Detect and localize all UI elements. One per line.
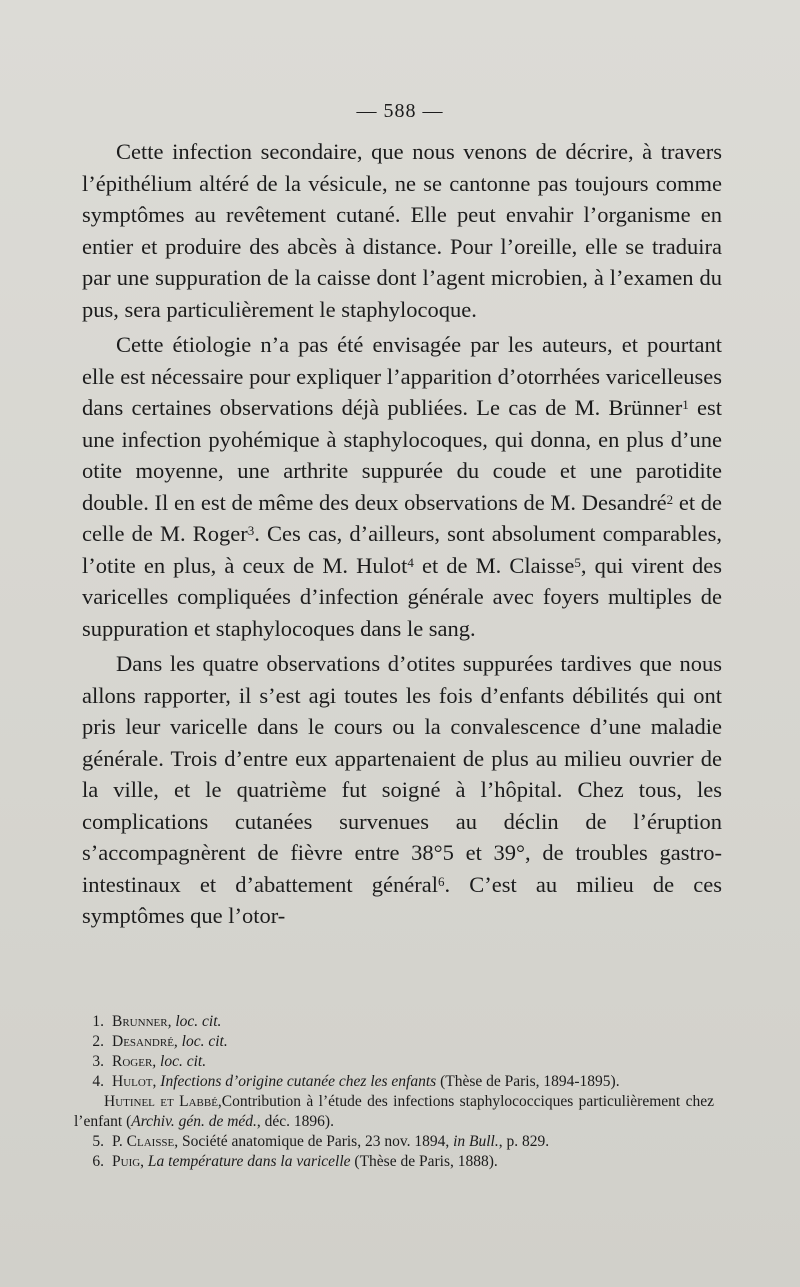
footnote-4: 4. Hulot, Infections d’origine cutanée chez les enfants (Thèse de Paris, 1894-1895). xyxy=(74,1072,714,1092)
footnote-ref-1: 1 xyxy=(682,397,689,412)
paragraph-3 xyxy=(82,648,722,932)
footnote-4b-author: Hutinel et Labbé xyxy=(104,1093,218,1110)
paragraph-1 xyxy=(82,136,722,325)
paragraph-1-text: Cette infection secondaire, que nous venons de décrire, à travers l’épithélium altéré de la vésicule, ne se cantonne pas toujours comme symptômes au revêtement cutané. Elle peut envahir l’organisme en entier et produire des abcès à distance. Pour l’oreille, elle se traduira par une suppuration de la caisse dont l’agent microbien, à l’examen du pus, sera particulièrement le staphylocoque. xyxy=(82,139,722,322)
footnote-6-author: Puig xyxy=(112,1153,141,1170)
body-text xyxy=(82,136,722,932)
footnote-3-text: , loc. cit. xyxy=(152,1053,207,1070)
footnote-1-number: 1. xyxy=(92,1013,104,1030)
footnote-4b-end: , déc. 1896). xyxy=(256,1113,334,1130)
footnote-4b-journal: Archiv. gén. de méd. xyxy=(131,1113,257,1130)
footnote-3 xyxy=(74,1052,714,1072)
footnote-5-end: , p. 829. xyxy=(498,1133,550,1150)
footnote-3-author: Roger xyxy=(112,1053,153,1070)
footnote-ref-2: 2 xyxy=(666,491,674,507)
paragraph-2-text-f: , qui virent des varicelles compliquées d’infection générale avec foyers multiples de suppuration et staphylocoques dans le sang. xyxy=(82,552,722,641)
footnote-3-number: 3. xyxy=(92,1053,104,1070)
paragraph-2-text-b: est une infection pyohémique à staphylocoques, qui donna, en plus d’une otite moyenne, une arthrite suppurée du coude et une parotidite double. Il en est de même des deux observations de M. Desandré xyxy=(82,395,723,515)
footnote-ref-5: 5 xyxy=(574,554,581,570)
paragraph-2-text-d: . Ces cas, d’ailleurs, sont absolument comparables, l’otite en plus, à ceux de M. Hulot xyxy=(82,521,722,578)
paragraph-2-text-c: et de celle de M. Roger xyxy=(82,489,722,546)
footnote-4b-text: ,Contribution à l’étude des infections staphylococciques particulièrement chez l’enfant ( xyxy=(74,1093,714,1130)
footnote-4b xyxy=(74,1092,714,1132)
paragraph-3-text-a: Dans les quatre observations d’otites suppurées tardives que nous allons rapporter, il s’est agi toutes les fois d’enfants débilités qui ont pris leur varicelle dans le cours ou la convalescence d’une maladie générale. Trois d’entre eux appartenaient de plus au milieu ouvrier de la ville, et le quatrième fut soigné à l’hôpital. Chez tous, les complications cutanées survenues au déclin de l’éruption s’accompagnèrent de fièvre entre 38°5 et 39°, de troubles gastro-intestinaux et d’abattement général xyxy=(82,651,722,897)
paragraph-3-text-b: . C’est au milieu de ces symptômes que l’otor- xyxy=(82,871,722,928)
footnotes xyxy=(74,1012,714,1172)
footnote-1-author: Brunner xyxy=(112,1013,168,1030)
footnote-4-number: 4. xyxy=(92,1073,104,1090)
footnote-6-text: (Thèse de Paris, 1888). xyxy=(350,1153,498,1170)
footnote-4-text: (Thèse de Paris, 1894-1895). xyxy=(436,1073,620,1090)
footnote-4-title: Infections d’origine cutanée chez les enfants xyxy=(160,1073,437,1090)
footnote-ref-3: 3 xyxy=(247,523,255,538)
footnote-2-author: Desandré xyxy=(112,1033,174,1050)
footnote-6: 6. Puig, La température dans la varicelle (Thèse de Paris, 1888). xyxy=(74,1152,714,1172)
footnote-5-text: , Société anatomique de Paris, 23 nov. 1894, xyxy=(174,1133,454,1150)
footnote-1 xyxy=(74,1012,714,1032)
footnote-4-author: Hulot xyxy=(112,1073,153,1090)
footnote-ref-6: 6 xyxy=(438,873,445,889)
footnote-5-number: 5. xyxy=(92,1133,104,1150)
footnote-6-title: La température dans la varicelle xyxy=(147,1153,351,1170)
page-number: — 588 — xyxy=(356,100,444,122)
footnote-5 xyxy=(74,1132,714,1152)
paragraph-2-text-e: et de M. Claisse xyxy=(413,552,575,578)
footnote-1-text: , loc. cit. xyxy=(167,1013,222,1030)
footnote-5-journal: in Bull. xyxy=(453,1133,499,1150)
paragraph-2-text-a: Cette étiologie n’a pas été envisagée par les auteurs, et pourtant elle est nécessaire pour expliquer l’apparition d’otorrhées varicelleuses dans certaines observations déjà publiées. Le cas de M. Brünner xyxy=(82,332,722,420)
footnote-2-text: , loc. cit. xyxy=(173,1033,228,1050)
footnote-2-number: 2. xyxy=(92,1033,104,1050)
footnote-2 xyxy=(74,1032,714,1052)
footnote-ref-4: 4 xyxy=(407,554,414,570)
footnote-6-number: 6. xyxy=(92,1153,104,1170)
paragraph-2 xyxy=(82,329,722,644)
footnote-5-author: P. Claisse xyxy=(112,1133,175,1150)
